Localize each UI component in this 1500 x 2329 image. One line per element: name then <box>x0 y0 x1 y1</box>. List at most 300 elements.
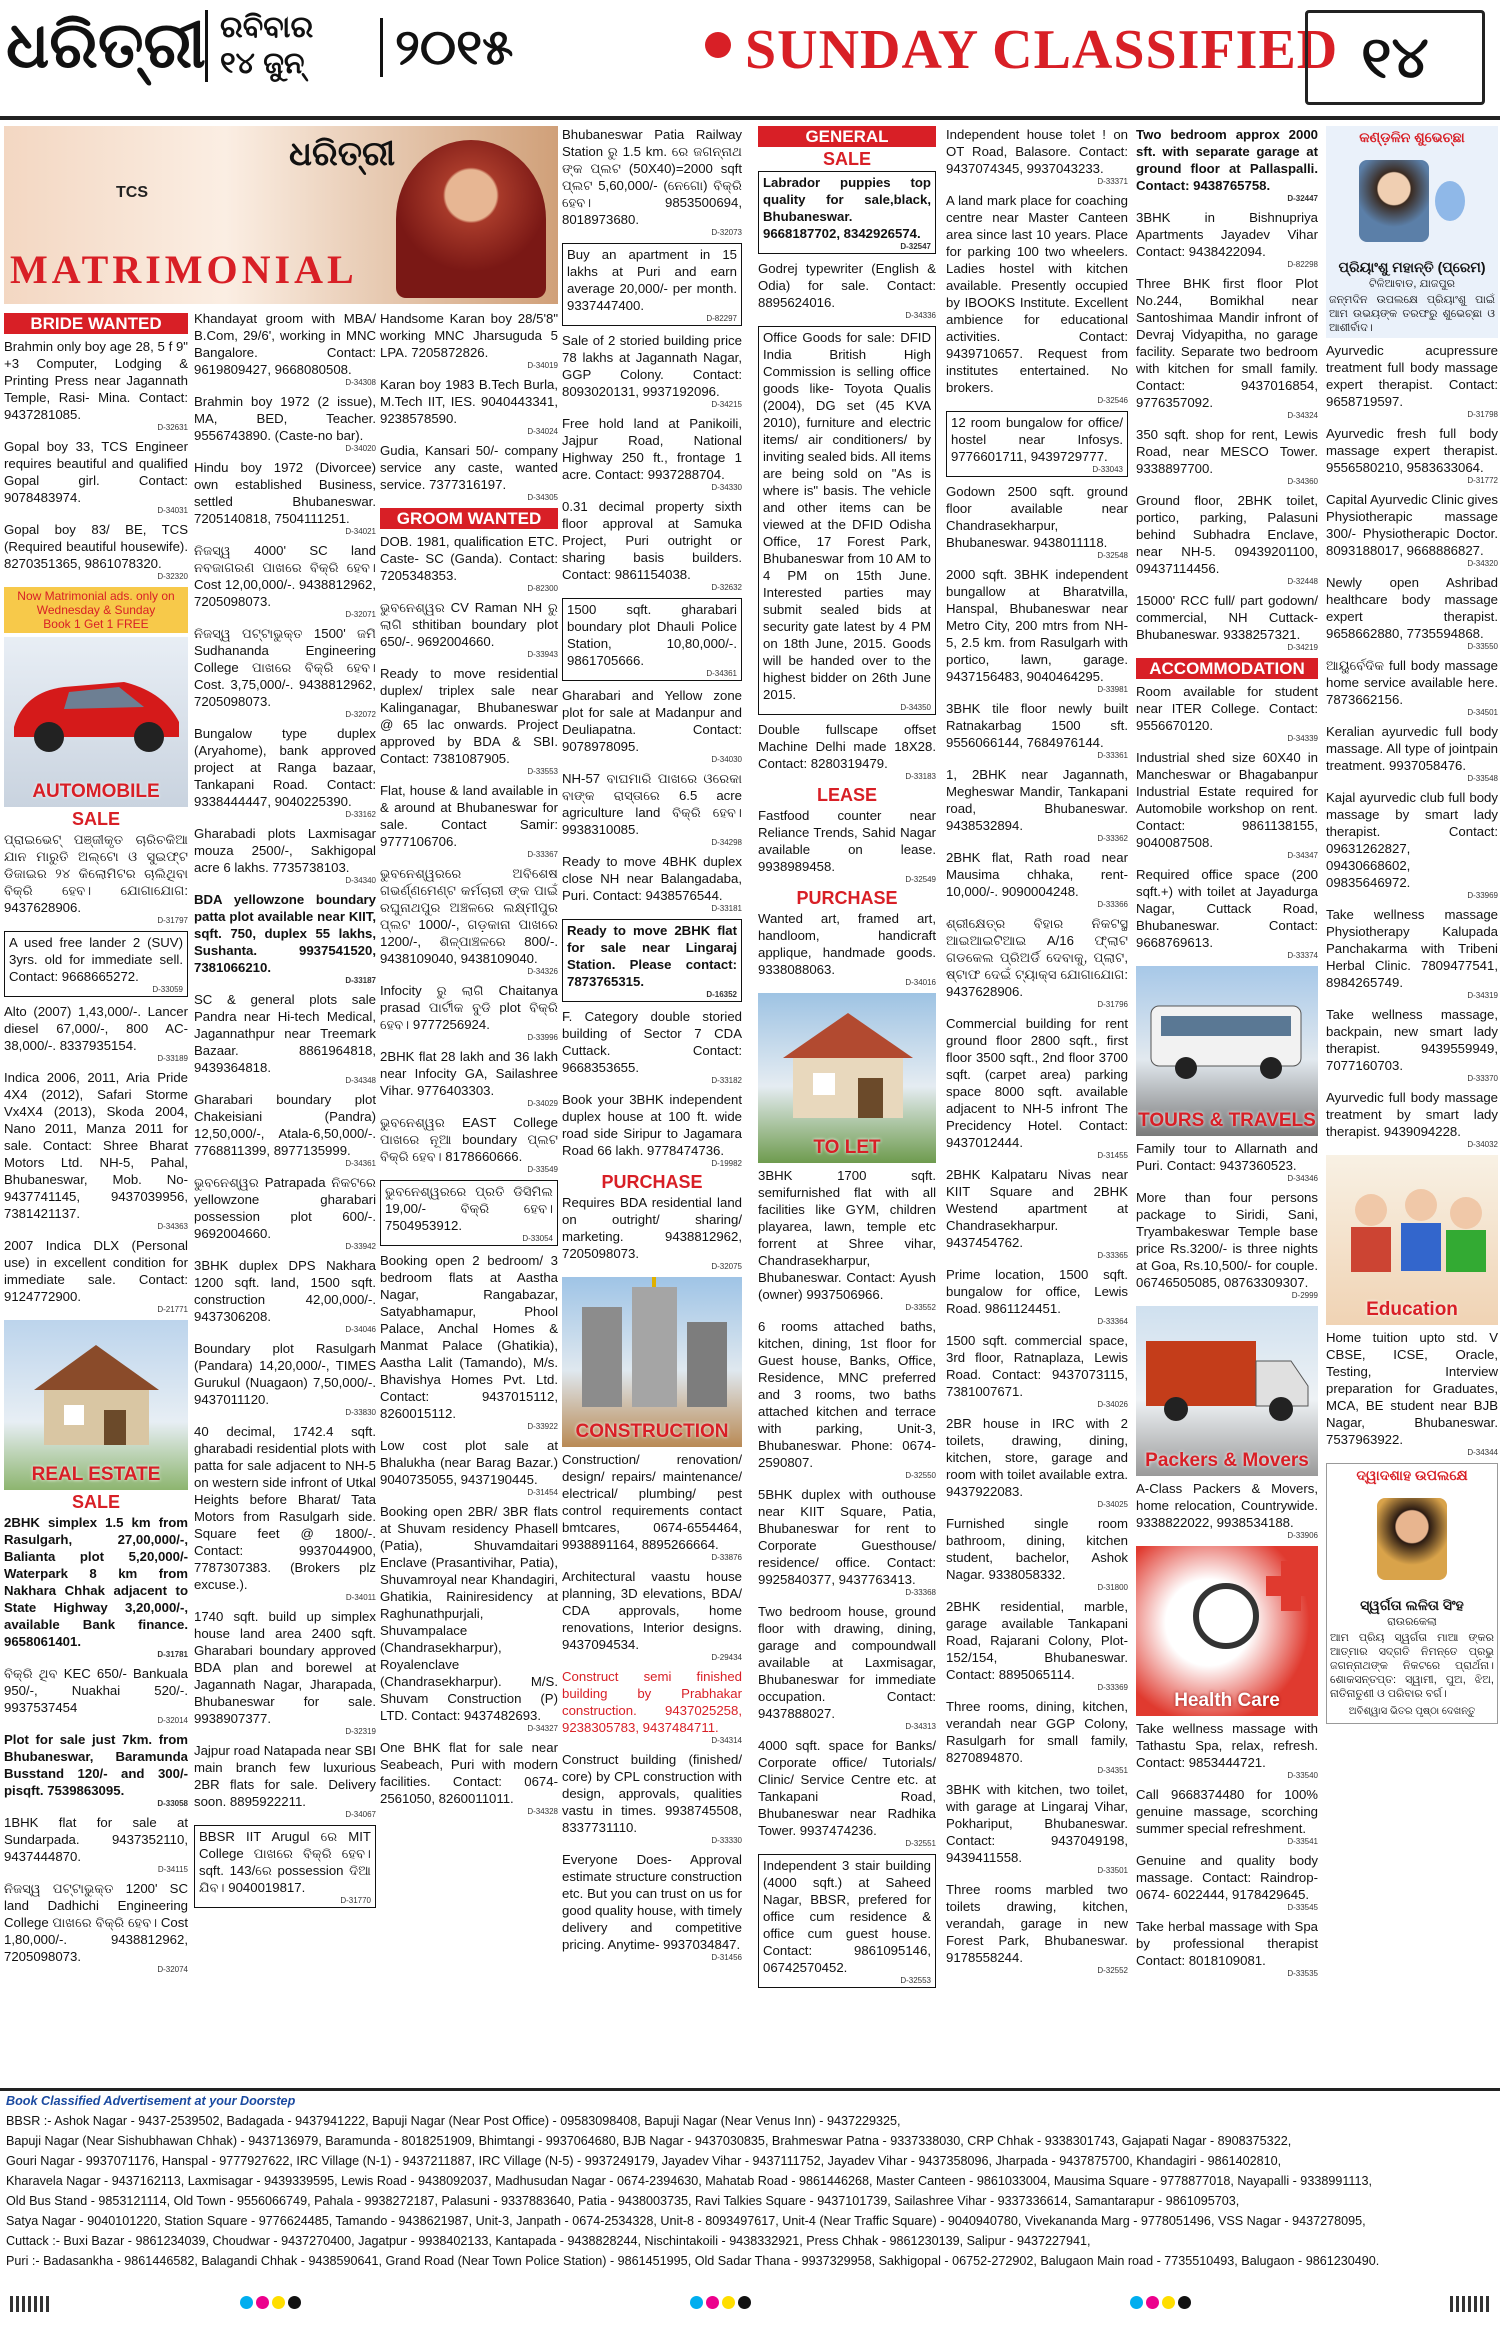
ad-text: Plot for sale just 7km. from Bhubaneswar, Baramunda Busstand 120/- and 300/- pisqft. 7539863095. <box>4 1732 188 1798</box>
ad-code: D-34328 <box>527 1807 558 1816</box>
ad-code: D-32547 <box>900 242 931 251</box>
ad-text: Alto (2007) 1,43,000/-. Lancer diesel 67,000/-, 800 AC- 38,000/-. 8337935154. <box>4 1004 188 1053</box>
page-header <box>0 0 1500 120</box>
ad-code: D-34026 <box>1097 1400 1128 1409</box>
ad-text: 40 decimal, 1742.4 sqft. gharabadi residential plots with patta for sale adjacent to NH-5 on western side infront of Utkal Heights before Bharat/ Tata Motors from Rasulgarh side. Square feet @ 1800/-. Contact: 9937044900, 7787307383. (Brokers plz excuse.). <box>194 1424 376 1592</box>
ads-list <box>562 1451 742 1962</box>
classified-ad <box>380 310 558 370</box>
classified-ad <box>1136 1786 1318 1846</box>
classified-ad <box>562 1451 742 1562</box>
ads-list <box>4 831 188 1314</box>
general-heading: GENERAL <box>758 126 936 147</box>
ad-code: D-33996 <box>527 1033 558 1042</box>
ad-text: ବିକ୍ରି ଥିବ KEC 650/- Bankuala 950/-, Nuakhai 520/-. 9937537454 <box>4 1666 188 1715</box>
ad-text: Flat, house & land available in & around at Bhubaneswar for sale. Contact Samir: 9777106706. <box>380 783 558 849</box>
ad-code: D-32447 <box>1287 194 1318 203</box>
ad-code: D-32551 <box>905 1839 936 1848</box>
classified-ad <box>758 721 936 781</box>
classified-ad <box>1136 1480 1318 1540</box>
ad-text: Ready to move 2BHK flat for sale near Lingaraj Station. Please contact: 7873765315. <box>567 923 737 989</box>
ad-code: D-33906 <box>1287 1531 1318 1540</box>
classified-ad <box>194 1174 376 1251</box>
classified-ad <box>562 126 742 237</box>
classified-ad <box>758 1318 936 1480</box>
ad-code: D-33043 <box>1092 465 1123 474</box>
classified-ad <box>562 1194 742 1271</box>
classified-ad <box>946 483 1128 560</box>
ads-list <box>758 910 936 987</box>
construction-image <box>562 1277 742 1447</box>
bride-wanted-heading: BRIDE WANTED <box>4 313 188 334</box>
ad-code: D-34346 <box>1287 1174 1318 1183</box>
classified-ad <box>946 1881 1128 1975</box>
ad-text: One BHK flat for sale near Seabeach, Puri with modern facilities. Contact: 0674-2561050, 8260011011. <box>380 1740 558 1806</box>
ad-text: ଆୟୁର୍ବେଦିକ full body massage home service available here. 7873662156. <box>1326 658 1498 707</box>
ads-list <box>1326 1329 1498 1457</box>
ads-list <box>380 533 558 1816</box>
ads-list <box>1326 342 1498 1149</box>
obituary-photo <box>1330 1484 1494 1594</box>
ad-code: D-34031 <box>157 506 188 515</box>
classified-ad <box>194 1825 376 1908</box>
ad-text: Three rooms, dining, kitchen, verandah near GGP Colony, Rasulgarh for small family, 8270894870. <box>946 1699 1128 1765</box>
header-date-text: ୧୪ ଜୁନ୍ <box>220 47 305 80</box>
ad-text: Sale of 2 storied building price 78 lakhs at Jagannath Nagar, GGP Colony. Contact: 8093020131, 9937192096. <box>562 333 742 399</box>
classified-ad <box>562 770 742 847</box>
ad-text: Bhubaneswar Patia Railway Station ରୁ 1.5 km. ରେ ଜଗନ୍ନାଥ ଙ୍କ ପ୍ଲଟ (50X40)=2000 sqft ପ୍ଲଟ 5,60,000/- (ନେଗୋ) ବିକ୍ରି ହେବ। 9853500694, 8018973680. <box>562 127 742 227</box>
column-3 <box>380 310 558 2085</box>
classified-ad <box>562 598 742 681</box>
classified-ad <box>4 1237 188 1314</box>
ad-code: D-33365 <box>1097 1251 1128 1260</box>
ad-code: D-34319 <box>1467 991 1498 1000</box>
avatar <box>1359 160 1429 242</box>
ad-code: D-34305 <box>527 493 558 502</box>
classified-ad <box>4 931 188 997</box>
obituary-footer: ଅବିଶ୍ୱାସ ଭିତର ପୃଷ୍ଠା ଦେଖନ୍ତୁ <box>1348 1706 1476 1717</box>
ad-text: Kajal ayurvedic club full body massage by smart lady therapist. Contact: 09631262827, 09430668602, 09835646972. <box>1326 790 1498 890</box>
registration-bar <box>0 2292 1500 2322</box>
classified-ad <box>4 1880 188 1974</box>
ad-text: Home tuition upto std. V CBSE, ICSE, Oracle, Testing, Interview preparation for Graduates, MCA, BE student near BJB Nagar, Bhubaneswar. 7537963922. <box>1326 1330 1498 1447</box>
column-5 <box>758 126 936 2081</box>
birthday-place: ଟିଳିଆବାଡ, ଯାଜପୁର <box>1368 278 1456 290</box>
ads-list <box>4 1514 188 1974</box>
classified-ad <box>194 625 376 719</box>
ad-text: Gopal boy 33, TCS Engineer requires beautiful and qualified Gopal girl. Contact: 9078483974. <box>4 439 188 505</box>
classified-ad <box>946 192 1128 405</box>
ad-text: Construct building (finished/ core) by CPL construction with design, approvals, qualities vastu in times. 9938745508, 8337731110. <box>562 1752 742 1835</box>
building-icon <box>562 1277 742 1417</box>
promo-box <box>4 587 188 633</box>
ad-code: D-34326 <box>527 967 558 976</box>
ad-code: D-32632 <box>711 583 742 592</box>
ad-code: D-34314 <box>711 1736 742 1745</box>
footer-row: Satya Nagar - 9040101220, Station Square - 9776624485, Tamando - 9438621987, Unit-3, Janpath - 0674-2534328, Unit-8 - 8093497617, Unit-4 (Near Traffic Square) - 9040940780, Vivekananda Marg - 9778051496, VSS Nagar - 9437278095, <box>6 2214 1366 2228</box>
ad-text: 2BHK flat 28 lakh and 36 lakh near Infocity GA, Sailashree Vihar. 9776403303. <box>380 1049 558 1098</box>
classified-ad <box>380 782 558 859</box>
ad-text: Construction/ renovation/ design/ repairs/ maintenance/ electrical/ plumbing/ pest control requirements contact bmtcares, 0674-6554464, 9938891164, 8895266664. <box>562 1452 742 1552</box>
ad-text: Jajpur road Natapada near SBI main branch few luxurious 2BR flats for sale. Delivery soon. 8895922211. <box>194 1743 376 1809</box>
classified-ad <box>1136 1852 1318 1912</box>
ad-code: D-33189 <box>157 1054 188 1063</box>
ad-text: A used free lander 2 (SUV) 3yrs. old for immediate sell. Contact: 9668665272. <box>9 935 183 984</box>
ad-code: D-34030 <box>711 755 742 764</box>
ad-text: 350 sqft. shop for rent, Lewis Road, near MESCO Tower. 9338897700. <box>1136 427 1318 476</box>
ad-text: Godrej typewriter (English & Odia) for sale. Contact: 8895624016. <box>758 261 936 310</box>
ad-code: D-33535 <box>1287 1969 1318 1978</box>
ad-text: Brahmin boy 1972 (2 issue), MA, BED, Teacher. 9556743890. (Caste-no bar). <box>194 394 376 443</box>
ad-text: 0.31 decimal property sixth floor approval at Samuka Project, Puri outright or sharing basis builders. Contact: 9861154038. <box>562 499 742 582</box>
ads-list <box>1136 1140 1318 1300</box>
ad-text: Book your 3BHK independent duplex house at 100 ft. wide road side Siripur to Jagamara Road 66 lakh. 9778474736. <box>562 1092 742 1158</box>
ad-code: D-33367 <box>527 850 558 859</box>
classified-ad <box>946 1415 1128 1509</box>
bride-image <box>396 140 546 298</box>
birthday-text: ଜନ୍ମଦିନ ଉପଲକ୍ଷେ ପ୍ରିୟାଂଶୁ ପାଇଁ ଆମ ଉଭୟଙ୍କ ତରଫରୁ ଶୁଭେଚ୍ଛା ଓ ଆଶୀର୍ବାଦ। <box>1329 294 1495 334</box>
ad-text: 1500 sqft. commercial space, 3rd floor, Ratnaplaza, Lewis Road. Contact: 9437073115, 7381007671. <box>946 1333 1128 1399</box>
classified-ad <box>1136 592 1318 652</box>
classified-ad <box>946 1781 1128 1875</box>
avatar <box>1377 1498 1447 1580</box>
ad-text: Bungalow type duplex (Aryahome), bank approved project at Ranga bazaar, Tankapani Road. Contact: 9338444447, 9040225390. <box>194 726 376 809</box>
classified-ad <box>946 566 1128 694</box>
ad-code: D-33943 <box>527 650 558 659</box>
color-registration-marks <box>1130 2296 1191 2309</box>
ad-code: D-33054 <box>522 1234 553 1243</box>
matrimonial-banner <box>4 126 558 304</box>
ad-code: D-32553 <box>900 1976 931 1985</box>
ad-text: 4000 sqft. space for Banks/ Corporate office/ Tutorials/ Clinic/ Service Centre etc. at Tankapani Road, Bhubaneswar near Radhika Tower. 9937474236. <box>758 1738 936 1838</box>
promo-offer: Book 1 Get 1 FREE <box>43 617 149 631</box>
color-registration-marks <box>240 2296 301 2309</box>
ad-code: D-34029 <box>527 1099 558 1108</box>
ad-code: D-34324 <box>1287 411 1318 420</box>
ad-text: Gudia, Kansari 50/- company service any caste, wanted service. 7377316197. <box>380 443 558 492</box>
ad-code: D-34347 <box>1287 851 1318 860</box>
ad-code: D-33501 <box>1097 1866 1128 1875</box>
classified-ad <box>194 393 376 453</box>
ad-code: D-34032 <box>1467 1140 1498 1149</box>
ad-code: D-33922 <box>527 1422 558 1431</box>
ad-code: D-34336 <box>905 311 936 320</box>
classified-ad <box>758 1167 936 1312</box>
ad-code: D-34340 <box>345 876 376 885</box>
classified-ad <box>758 171 936 254</box>
ad-text: F. Category double storied building of Sector 7 CDA Cuttack. Contact: 9668353655. <box>562 1009 742 1075</box>
ads-list <box>1136 1480 1318 1540</box>
truck-icon <box>1136 1306 1318 1446</box>
ad-code: D-34046 <box>345 1325 376 1334</box>
automobile-image <box>4 637 188 807</box>
ad-code: D-32549 <box>905 875 936 884</box>
ad-text: Newly open Ashribad healthcare body massage expert therapist. 9658662880, 7735594868. <box>1326 575 1498 641</box>
ad-text: 2BHK residential, marble, garage available Tankapani Road, Rajarani Colony, Plot-152/154, Bhubaneswar. Contact: 8895065114. <box>946 1599 1128 1682</box>
sale-subheading: SALE <box>822 149 871 169</box>
classified-ad <box>194 1742 376 1819</box>
classified-ad <box>194 991 376 1085</box>
ad-text: Booking open 2 bedroom/ 3 bedroom flats at Aastha Nagar, Rangabazar, Satyabhamapur, Phool Palace, Anchal Homes & Manmat Palace (Ghatikia), Aastha Lalit (Tamando), M/s. Bhavishya Homes Pvt. Ltd. Contact: 9437015112, 8260015112. <box>380 1253 558 1421</box>
packers-image <box>1136 1306 1318 1476</box>
classified-ad <box>946 766 1128 843</box>
ad-text: 2BHK simplex 1.5 km from Rasulgarh, 27,00,000/-, Balianta plot 5,20,000/- Waterpark 8 km from Nakhara Chhak adjacent to State Highway 3,20,000/-, available Bank finance. 9658061401. <box>4 1515 188 1649</box>
ad-code: D-32631 <box>157 423 188 432</box>
classified-ad <box>380 1503 558 1733</box>
footer-rows <box>0 2111 1500 2271</box>
obituary-place: ରାଉରକେଲା <box>1387 1616 1437 1628</box>
ad-code: D-33830 <box>345 1408 376 1417</box>
ad-text: Buy an apartment in 15 lakhs at Puri and earn average 20,000/- per month. 9337447400. <box>567 247 737 313</box>
classified-ad <box>380 1114 558 1174</box>
ad-code: D-32320 <box>157 572 188 581</box>
ads-list <box>946 126 1128 1975</box>
ad-text: Gopal boy 83/ BE, TCS (Required beautiful housewife). 8270351365, 9861078320. <box>4 522 188 571</box>
ad-code: D-33364 <box>1097 1317 1128 1326</box>
ad-text: Take wellness massage with Tathastu Spa, relax, refresh. Contact: 9853444721. <box>1136 1721 1318 1770</box>
ad-code: D-31781 <box>157 1650 188 1659</box>
ad-text: Gharabari boundary plot Chakeisiani (Pandra) 12,50,000/-, Atala-6,50,000/-. 7768811399, 8977135999. <box>194 1092 376 1158</box>
ad-text: 3BHK with kitchen, two toilet, with garage at Lingaraj Vihar, Pokhariput, Bhubaneswar. Contact: 9437049198, 9439411558. <box>946 1782 1128 1865</box>
ad-code: D-31797 <box>157 916 188 925</box>
newspaper-logo: ଧରିତ୍ରୀ <box>6 8 206 83</box>
ad-text: 1500 sqft. gharabari boundary plot Dhauli Police Station, 10,80,000/-. 9861705666. <box>567 602 737 668</box>
ad-text: Two bedroom house, ground floor with drawing, dining, garage and compoundwall available at Laxmisagar, Bhubaneswar for immediate occupation. Contact: 9437888027. <box>758 1604 936 1721</box>
ad-text: ନିଜସ୍ୱ ପଟ୍ଟାଭୁକ୍ତ 1500' ଜମି Sudhananda Engineering College ପାଖରେ ବିକ୍ରି ହେବ। Cost. 3,75,000/-. 9438812962, 7205098073. <box>194 626 376 709</box>
ad-code: D-33549 <box>527 1165 558 1174</box>
classified-ad <box>1136 1720 1318 1780</box>
packers-label: Packers & Movers <box>1145 1450 1309 1471</box>
classified-ad <box>1136 126 1318 203</box>
ad-code: D-21771 <box>157 1305 188 1314</box>
classified-ad <box>194 1608 376 1736</box>
classified-ad <box>194 891 376 985</box>
ad-text: 3BHK 1700 sqft. semifurnished flat with all facilities like GYM, children playarea, lawn, temple etc forrent at Shree vihar, Chandrasekharpur, Bhubaneswar. Contact: Ayush (owner) 9937506966. <box>758 1168 936 1302</box>
classified-ad <box>946 1166 1128 1260</box>
ad-code: D-33368 <box>905 1588 936 1597</box>
ad-code: D-33183 <box>905 772 936 781</box>
classified-ad <box>946 1515 1128 1592</box>
footer-row: Puri :- Badasankha - 9861446582, Balagandi Chhak - 9438590641, Grand Road (Near Town Police Station) - 9861451995, Old Sadar Thana - 9937329958, Sakhigopal - 06752-272902, Balugaon Main road - 7735510493, Balugaon - 9861230490. <box>6 2254 1380 2268</box>
ad-code: D-34025 <box>1097 1500 1128 1509</box>
ad-code: D-33969 <box>1467 891 1498 900</box>
ad-text: A-Class Packers & Movers, home relocation, Countrywide. 9338822022, 9938534188. <box>1136 1481 1318 1530</box>
ad-code: D-34327 <box>527 1724 558 1733</box>
classified-ad <box>758 1603 936 1731</box>
birthday-wish-box <box>1326 126 1498 338</box>
ad-text: 2BHK flat, Rath road near Mausima chhaka, rent- 10,000/-. 9090004248. <box>946 850 1128 899</box>
classified-ad <box>194 310 376 387</box>
ad-code: D-34019 <box>527 361 558 370</box>
ad-code: D-31455 <box>1097 1151 1128 1160</box>
classified-ad <box>4 1003 188 1063</box>
classified-ad <box>562 243 742 326</box>
ad-code: D-32552 <box>1097 1966 1128 1975</box>
classified-ad <box>946 1698 1128 1775</box>
classified-ad <box>4 521 188 581</box>
ad-code: D-34308 <box>345 378 376 387</box>
ad-code: D-34016 <box>905 978 936 987</box>
classified-ad <box>946 700 1128 760</box>
classified-ad <box>758 1486 936 1597</box>
bullet-icon <box>705 32 731 58</box>
ad-text: Ready to move 4BHK duplex close NH near Balangadaba, Puri. Contact: 9438576544. <box>562 854 742 903</box>
ad-text: Booking open 2BR/ 3BR flats at Shuvam residency Phasell (Patia), Shuvamdaitari Enclave (Prasantivihar, Patia), Shuvamroyal near Khandagiri, Ghatikia, Rainiresidency at Raghunathpurjali, Shuvampalace (Chandrasekharpur), Royalenclave (Chandrasekharpur). M/S. Shuvam Construction (P) LTD. Contact: 9437482693. <box>380 1504 558 1723</box>
classified-ad <box>946 915 1128 1009</box>
ad-text: 3BHK duplex DPS Nakhara 1200 sqft. land, 1500 sqft. construction 42,00,000/-. 9437306208. <box>194 1258 376 1324</box>
ad-text: 1, 2BHK near Jagannath, Megheswar Mandir, Tankapani road, Bhubaneswar. 9438532894. <box>946 767 1128 833</box>
classified-ad <box>194 542 376 619</box>
ad-code: D-34361 <box>706 669 737 678</box>
classified-ad <box>1326 789 1498 900</box>
classified-ad <box>1326 906 1498 1000</box>
ad-code: D-33552 <box>905 1303 936 1312</box>
classified-ad <box>380 865 558 976</box>
ad-text: Karan boy 1983 B.Tech Burla, M.Tech IIT, IES. 9040443341, 9238578590. <box>380 377 558 426</box>
ad-code: D-33876 <box>711 1553 742 1562</box>
ads-list <box>1136 683 1318 960</box>
classified-ad <box>380 376 558 436</box>
ad-text: Brahmin only boy age 28, 5 f 9" +3 Computer, Lodging & Printing Press near Jagannath Temple, Rasi- Mina. Contact: 9437281085. <box>4 339 188 422</box>
ad-text: SC & general plots sale Pandra near Hi-tech Medical, Jagannathpur near Treemark Bazaar. 8861964818, 9439364818. <box>194 992 376 1075</box>
birthday-title: କଣ୍ଡ଼ଳିନ ଶୁଭେଚ୍ଛା <box>1359 129 1465 145</box>
classified-ad <box>194 1423 376 1602</box>
classified-ad <box>1326 491 1498 568</box>
ad-code: D-33540 <box>1287 1771 1318 1780</box>
column-8 <box>1326 126 1498 2081</box>
ad-text: Free hold land at Panikoili, Jajpur Road, National Highway 250 ft., frontage 1 acre. Contact: 9937288704. <box>562 416 742 482</box>
classified-ad <box>1326 723 1498 783</box>
ad-text: Indica 2006, 2011, Aria Pride 4X4 (2012), Safari Storme Vx4X4 (2013), Skoda 2004, Nano 2011, Manza 2011 for sale. Contact: Shree Bharat Motors Ltd. NH-5, Pahal, Bhubaneswar, Mob. No- 9437741145, 9437039956, 7381421137. <box>4 1070 188 1221</box>
ad-text: NH-57 ବାଘମାରି ପାଖରେ ଓରେକା ବାଙ୍କ ରାସ୍ତାରେ 6.5 acre agriculture land ବିକ୍ରି ହେବ। 9938310085. <box>562 771 742 837</box>
house-icon <box>4 1320 188 1460</box>
ad-text: Independent 3 stair building (4000 sqft.) at Saheed Nagar, BBSR, prefered for office cum residence & office cum guest house. Contact: 9861095146, 06742570452. <box>763 1858 931 1975</box>
ads-list <box>4 338 188 581</box>
ad-text: Genuine and quality body massage. Contact: Raindrop- 0674- 6022444, 9178429645. <box>1136 1853 1318 1902</box>
ad-code: D-33361 <box>1097 751 1128 760</box>
ad-text: Commercial building for rent ground floor 2800 sqft., first floor 3500 sqft., 2nd floor 3700 sqft. (carpet area) parking space 8000 sqft. available adjacent to NH-5 infront The Precidency Hotel. Contact: 9437012444. <box>946 1016 1128 1150</box>
ad-text: 2007 Indica DLX (Personal use) in excellent condition for immediate sale. Contact: 9124772900. <box>4 1238 188 1304</box>
ad-text: Room available for student near ITER College. Contact: 9556670120. <box>1136 684 1318 733</box>
classified-ad <box>946 849 1128 909</box>
ad-code: D-34339 <box>1287 734 1318 743</box>
ad-code: D-19982 <box>711 1159 742 1168</box>
classified-ad <box>562 687 742 764</box>
ad-code: D-33548 <box>1467 774 1498 783</box>
footer-row: BBSR :- Ashok Nagar - 9437-2539502, Badagada - 9437941222, Bapuji Nagar (Near Post Office) - 09583098408, Bapuji Nagar (Near Venus Inn) - 9437229325, <box>6 2114 901 2128</box>
promo-text: Now Matrimonial ads. only on Wednesday & Sunday <box>17 589 175 617</box>
classified-ad <box>946 411 1128 477</box>
classified-ad <box>4 438 188 515</box>
classified-ad <box>380 1437 558 1497</box>
ad-code: D-82300 <box>527 584 558 593</box>
health-care-label: Health Care <box>1174 1690 1280 1711</box>
ad-code: D-32074 <box>157 1965 188 1974</box>
classified-ad <box>562 1668 742 1745</box>
ad-code: D-32075 <box>711 1262 742 1271</box>
automobile-label: AUTOMOBILE <box>32 781 160 802</box>
bus-icon <box>1136 966 1318 1106</box>
classified-ad <box>4 1814 188 1874</box>
classified-ad <box>4 338 188 432</box>
ad-text: Handsome Karan boy 28/5'8" working MNC Jharsuguda 5 LPA. 7205872826. <box>380 311 558 360</box>
ad-code: D-32071 <box>345 610 376 619</box>
classified-ad <box>4 1731 188 1808</box>
ad-text: Everyone Does- Approval estimate structure construction etc. But you can trust on us for good quality house, with timely delivery and competitive pricing. Anytime- 9937034847. <box>562 1852 742 1952</box>
house-icon <box>758 993 936 1133</box>
ad-text: Wanted art, framed art, handloom, handicraft applique, handmade goods. 9338088063. <box>758 911 936 977</box>
column-4 <box>562 126 742 2081</box>
classified-ad <box>946 1266 1128 1326</box>
ad-text: Hindu boy 1972 (Divorcee) own established Business, settled Bhubaneswar. 7205140818, 7504111251. <box>194 460 376 526</box>
obituary-title: ଦ୍ୱାଦଶାହ ଉପଲକ୍ଷେ <box>1356 1467 1468 1483</box>
to-let-label: TO LET <box>813 1137 881 1158</box>
classified-ad <box>562 1091 742 1168</box>
education-image <box>1326 1155 1498 1325</box>
ad-text: ନିଜସ୍ୱ 4000' SC land ନବଜାଗରଣ ପାଖରେ ବିକ୍ରି ହେବ। Cost 12,00,000/-. 9438812962, 7205098073. <box>194 543 376 609</box>
ad-text: Gharabari and Yellow zone plot for sale at Madanpur and Deuliapatna. Contact: 9078978095. <box>562 688 742 754</box>
real-estate-image <box>4 1320 188 1490</box>
ad-code: D-34067 <box>345 1810 376 1819</box>
ad-code: D-33553 <box>527 767 558 776</box>
footer-row: Kharavela Nagar - 9437162113, Laxmisagar - 9439339595, Lewis Road - 9438092037, Madhusudan Nagar - 0674-2394630, Mahatab Road - 9861446268, Master Canteen - 9861033004, Mausima Square - 9778877018, Nayapalli - 9338991113, <box>6 2174 1372 2188</box>
ad-text: 6 rooms attached baths, kitchen, dining, 1st floor for Guest house, Banks, Office, Residence, MNC preferred and 3 rooms, two baths attached kitchen and terrace with parking, Unit-3, Bhubaneswar. Phone: 0674-2590807. <box>758 1319 936 1470</box>
ad-code: D-34348 <box>345 1076 376 1085</box>
ad-text: Take wellness massage Physiotherapy Kalupada Panchakarma with Tribeni Herbal Clinic. 7809477541, 8984265749. <box>1326 907 1498 990</box>
ad-text: 1BHK flat for sale at Sundarpada. 9437352110, 9437444870. <box>4 1815 188 1864</box>
ad-text: Ready to move residential duplex/ triplex sale near Kalinganagar, Bhubaneswar @ 65 lac onwards. Project approved by BDA & SBI. Contact: 7381087905. <box>380 666 558 766</box>
classified-ad <box>1326 1006 1498 1083</box>
ad-text: More than four persons package to Siridi, Sani, Tryambakeswar Temple base price Rs.3200/- is three nights at Goa, Rs.10,500/- for couple. 06746505085, 08763309307. <box>1136 1190 1318 1290</box>
ad-text: 2BR house in IRC with 2 toilets, drawing, dining, kitchen, store, garage and room with toilet available extra. 9437922083. <box>946 1416 1128 1499</box>
ad-code: D-34344 <box>1467 1448 1498 1457</box>
classified-ad <box>562 919 742 1002</box>
ad-code: D-33545 <box>1287 1903 1318 1912</box>
classified-ad <box>1326 425 1498 485</box>
classified-ad <box>4 1514 188 1659</box>
classified-ad <box>946 1332 1128 1409</box>
ad-text: Three BHK first floor Plot No.244, Bomikhal near Santoshimaa Mandir infront of Devraj Vidyapitha, no garage facility. Separate two bedroom with kitchen for small family. Contact: 9437016854, 9776357092. <box>1136 276 1318 410</box>
ad-code: D-33059 <box>152 985 183 994</box>
classified-ad <box>1326 342 1498 419</box>
ads-list <box>562 1194 742 1271</box>
health-care-image <box>1136 1546 1318 1716</box>
classified-ad <box>758 326 936 715</box>
classified-ad <box>4 1665 188 1725</box>
ad-code: D-32014 <box>157 1716 188 1725</box>
ad-code: D-33374 <box>1287 951 1318 960</box>
classified-ad <box>380 1048 558 1108</box>
classified-ad <box>758 1737 936 1848</box>
ad-text: Two bedroom approx 2000 sft. with separate garage at ground floor at Pallaspalli. Contact: 9438765758. <box>1136 127 1318 193</box>
birthday-name: ପ୍ରିୟାଂଶୁ ମହାନ୍ତି (ପ୍ରେମ) <box>1338 259 1486 275</box>
ad-text: Keralian ayurvedic full body massage. All type of jointpain treatment. 9937058476. <box>1326 724 1498 773</box>
ad-code: D-33550 <box>1467 642 1498 651</box>
classified-ad <box>1326 574 1498 651</box>
classified-ad <box>194 1340 376 1417</box>
footer-agents <box>0 2088 1500 2283</box>
ads-list <box>1136 126 1318 652</box>
ad-code: D-34361 <box>345 1159 376 1168</box>
classified-ad <box>380 442 558 502</box>
ad-code: D-2999 <box>1291 1291 1318 1300</box>
ad-code: D-33330 <box>711 1836 742 1845</box>
accommodation-heading: ACCOMMODATION <box>1136 658 1318 679</box>
ad-code: D-31456 <box>711 1953 742 1962</box>
tours-label: TOURS & TRAVELS <box>1138 1110 1316 1131</box>
ad-text: ଭୁବନେଶ୍ୱରରେ ପ୍ରତି ଡିସିମିଲ 19,00/- ବିକ୍ରି ହେବ। 7504953912. <box>385 1184 553 1233</box>
ad-text: BBSR IIT Arugul ରେ MIT College ପାଖରେ ବିକ୍ରି ହେବ। sqft. 143/ରେ possession ଦିଆ ଯିବ। 9040019817. <box>199 1829 371 1895</box>
classified-ad <box>380 1739 558 1816</box>
